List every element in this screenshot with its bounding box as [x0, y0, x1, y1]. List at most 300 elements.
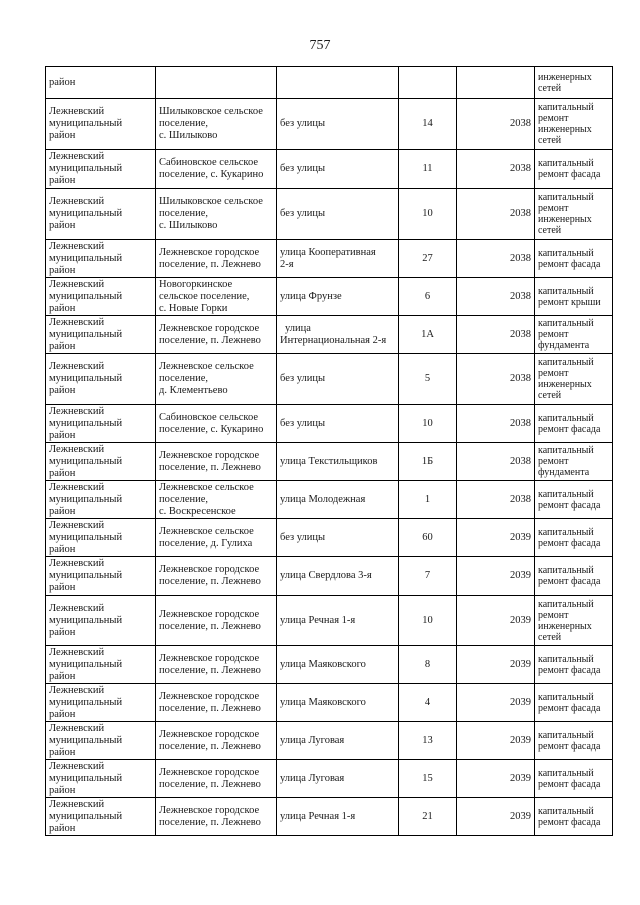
- settlement-line: Новогоркинское: [159, 278, 233, 290]
- work-type-line: фундамента: [538, 467, 590, 478]
- year-cell: 2039: [457, 760, 535, 798]
- settlement-line: с. Новые Горки: [159, 302, 228, 314]
- district-line: Лежневский: [49, 798, 105, 810]
- settlement-line: Лежневское сельское: [159, 525, 254, 537]
- district-line: Лежневский: [49, 443, 105, 455]
- settlement-line: Лежневское городское: [159, 246, 260, 258]
- house-number-cell: 13: [399, 722, 457, 760]
- street-cell: [277, 316, 399, 354]
- page-number: 757: [309, 38, 331, 53]
- district-line: муниципальный: [49, 734, 123, 746]
- year-cell: 2038: [457, 481, 535, 519]
- district-line: Лежневский: [49, 106, 105, 117]
- settlement-line: Лежневское городское: [159, 322, 260, 334]
- work-type-cell: [535, 684, 613, 722]
- work-type-line: капитальный: [538, 357, 594, 368]
- district-line: Лежневский: [49, 722, 105, 734]
- year-cell: 2039: [457, 519, 535, 557]
- settlement-line: Шилыковское сельское: [159, 106, 263, 117]
- work-type-line: ремонт: [538, 368, 569, 379]
- work-type-line: ремонт: [538, 113, 569, 124]
- street-cell: [277, 99, 399, 150]
- work-type-cell: [535, 278, 613, 316]
- work-type-line: ремонт фасада: [538, 816, 601, 828]
- house-number-cell: 8: [399, 646, 457, 684]
- year-cell: 2039: [457, 646, 535, 684]
- table-row: [46, 316, 613, 354]
- district-cell: [46, 67, 156, 99]
- district-line: район: [49, 429, 76, 441]
- work-type-cell: [535, 760, 613, 798]
- street-line: улица Луговая: [280, 772, 345, 784]
- table-row: [46, 278, 613, 316]
- district-line: муниципальный: [49, 328, 123, 340]
- settlement-cell: [156, 443, 277, 481]
- work-type-cell: [535, 150, 613, 189]
- table-row: [46, 354, 613, 405]
- house-number-cell: 60: [399, 519, 457, 557]
- district-line: Лежневский: [49, 278, 105, 290]
- district-line: район: [49, 505, 76, 517]
- settlement-line: поселение, п. Лежнево: [159, 334, 261, 346]
- settlement-line: Лежневское городское: [159, 564, 260, 575]
- table-row: [46, 596, 613, 646]
- work-type-line: инженерных: [538, 124, 592, 135]
- settlement-cell: [156, 278, 277, 316]
- work-type-line: ремонт крыши: [538, 296, 601, 308]
- street-line: без улицы: [280, 208, 326, 219]
- table-row: [46, 99, 613, 150]
- district-line: район: [49, 822, 76, 834]
- district-line: муниципальный: [49, 290, 123, 302]
- street-line: улица Речная 1-я: [280, 810, 356, 822]
- settlement-line: Лежневское городское: [159, 766, 260, 778]
- street-line: улица Текстильщиков: [280, 455, 378, 467]
- settlement-line: Шилыковское сельское: [159, 196, 263, 207]
- settlement-line: с. Шилыково: [159, 130, 218, 141]
- work-type-line: капитальный: [538, 767, 594, 779]
- settlement-line: Лежневское городское: [159, 449, 260, 461]
- street-line: улица Речная 1-я: [280, 614, 356, 626]
- settlement-cell: [156, 316, 277, 354]
- street-line: улица Кооперативная: [280, 246, 376, 258]
- work-type-line: ремонт фасада: [538, 576, 601, 587]
- district-line: район: [49, 264, 76, 276]
- work-type-line: капитальный: [538, 526, 594, 538]
- settlement-cell: [156, 481, 277, 519]
- work-type-line: ремонт фасада: [538, 499, 601, 511]
- work-type-line: сетей: [538, 135, 562, 146]
- street-cell: [277, 798, 399, 836]
- district-line: район: [49, 670, 76, 682]
- table-row: [46, 646, 613, 684]
- district-line: Лежневский: [49, 760, 105, 772]
- street-cell: [277, 189, 399, 240]
- work-type-line: ремонт: [538, 456, 569, 467]
- year-cell: 2038: [457, 150, 535, 189]
- house-number-cell: 7: [399, 557, 457, 596]
- street-cell: [277, 646, 399, 684]
- settlement-line: поселение,: [159, 493, 209, 505]
- district-cell: [46, 596, 156, 646]
- work-type-cell: [535, 519, 613, 557]
- work-type-line: ремонт фасада: [538, 169, 601, 180]
- house-number-cell: 1А: [399, 316, 457, 354]
- district-line: район: [49, 302, 76, 314]
- street-line: без улицы: [280, 531, 326, 543]
- settlement-line: с. Шилыково: [159, 220, 218, 231]
- district-line: район: [49, 76, 76, 88]
- work-type-line: капитальный: [538, 488, 594, 500]
- year-cell: 2039: [457, 596, 535, 646]
- district-line: Лежневский: [49, 405, 105, 417]
- district-line: Лежневский: [49, 240, 105, 252]
- house-number-cell: 10: [399, 405, 457, 443]
- work-type-line: сетей: [538, 631, 562, 643]
- street-cell: [277, 150, 399, 189]
- work-type-line: ремонт фасада: [538, 740, 601, 752]
- district-cell: [46, 443, 156, 481]
- street-line: без улицы: [280, 373, 326, 384]
- work-type-cell: [535, 646, 613, 684]
- settlement-line: поселение, с. Кукарино: [159, 423, 264, 435]
- district-line: муниципальный: [49, 163, 123, 174]
- district-line: район: [49, 746, 76, 758]
- table-row: [46, 722, 613, 760]
- year-cell: [457, 67, 535, 99]
- work-type-cell: [535, 557, 613, 596]
- settlement-line: Сабиновское сельское: [159, 411, 259, 423]
- street-cell: [277, 722, 399, 760]
- district-line: Лежневский: [49, 361, 105, 372]
- house-number-cell: 5: [399, 354, 457, 405]
- street-line: улица Молодежная: [280, 493, 366, 505]
- work-type-line: сетей: [538, 390, 562, 401]
- district-line: муниципальный: [49, 772, 123, 784]
- work-type-line: капитальный: [538, 653, 594, 665]
- district-line: район: [49, 708, 76, 720]
- district-line: район: [49, 220, 76, 231]
- year-cell: 2038: [457, 354, 535, 405]
- year-cell: 2038: [457, 240, 535, 278]
- street-line: улица Свердлова 3-я: [280, 570, 372, 581]
- district-line: район: [49, 130, 76, 141]
- district-cell: [46, 99, 156, 150]
- street-line: улица Фрунзе: [280, 290, 342, 302]
- work-type-line: инженерных: [538, 379, 592, 390]
- district-cell: [46, 240, 156, 278]
- work-type-line: капитальный: [538, 729, 594, 741]
- settlement-cell: [156, 646, 277, 684]
- table-row: [46, 798, 613, 836]
- street-cell: [277, 519, 399, 557]
- work-type-line: инженерных: [538, 214, 592, 225]
- district-cell: [46, 150, 156, 189]
- settlement-cell: [156, 189, 277, 240]
- work-type-cell: [535, 481, 613, 519]
- work-type-cell: [535, 405, 613, 443]
- district-cell: [46, 519, 156, 557]
- work-type-line: капитальный: [538, 247, 594, 259]
- settlement-line: Лежневское городское: [159, 690, 260, 702]
- settlement-line: поселение, д. Гулиха: [159, 537, 253, 549]
- street-line: улица Маяковского: [280, 658, 366, 670]
- district-line: муниципальный: [49, 493, 123, 505]
- settlement-line: сельское поселение,: [159, 290, 250, 302]
- work-type-line: ремонт фасада: [538, 423, 601, 435]
- work-type-line: ремонт фасада: [538, 664, 601, 676]
- district-cell: [46, 481, 156, 519]
- work-type-line: ремонт фасада: [538, 778, 601, 790]
- district-cell: [46, 557, 156, 596]
- settlement-cell: [156, 798, 277, 836]
- house-number-cell: 10: [399, 189, 457, 240]
- house-number-cell: 14: [399, 99, 457, 150]
- settlement-line: поселение, п. Лежнево: [159, 576, 261, 587]
- house-number-cell: 10: [399, 596, 457, 646]
- settlement-line: Лежневское городское: [159, 608, 260, 620]
- table-row: [46, 519, 613, 557]
- district-cell: [46, 684, 156, 722]
- table-row: [46, 67, 613, 99]
- work-type-line: инженерных: [538, 71, 592, 83]
- settlement-cell: [156, 354, 277, 405]
- settlement-cell: [156, 684, 277, 722]
- settlement-line: поселение, п. Лежнево: [159, 620, 261, 632]
- house-number-cell: [399, 67, 457, 99]
- year-cell: 2038: [457, 405, 535, 443]
- district-line: муниципальный: [49, 118, 123, 129]
- work-type-cell: [535, 443, 613, 481]
- settlement-cell: [156, 150, 277, 189]
- settlement-line: поселение, с. Кукарино: [159, 169, 264, 180]
- street-cell: [277, 596, 399, 646]
- year-cell: 2038: [457, 316, 535, 354]
- district-cell: [46, 189, 156, 240]
- work-type-cell: [535, 316, 613, 354]
- district-line: Лежневский: [49, 316, 105, 328]
- house-number-cell: 11: [399, 150, 457, 189]
- settlement-line: поселение, п. Лежнево: [159, 816, 261, 828]
- district-line: Лежневский: [49, 519, 105, 531]
- district-line: муниципальный: [49, 252, 123, 264]
- settlement-cell: [156, 557, 277, 596]
- settlement-cell: [156, 99, 277, 150]
- work-type-cell: [535, 354, 613, 405]
- table-row: [46, 189, 613, 240]
- year-cell: 2039: [457, 557, 535, 596]
- street-line: без улицы: [280, 118, 326, 129]
- district-line: муниципальный: [49, 417, 123, 429]
- district-cell: [46, 760, 156, 798]
- district-line: муниципальный: [49, 208, 123, 219]
- district-line: муниципальный: [49, 531, 123, 543]
- settlement-line: с. Воскресенское: [159, 505, 236, 517]
- district-cell: [46, 316, 156, 354]
- work-type-line: сетей: [538, 82, 562, 94]
- house-number-cell: 6: [399, 278, 457, 316]
- settlement-line: Лежневское городское: [159, 804, 260, 816]
- work-type-line: ремонт фасада: [538, 537, 601, 549]
- table-row: [46, 684, 613, 722]
- settlement-cell: [156, 240, 277, 278]
- work-type-line: фундамента: [538, 340, 590, 351]
- district-line: район: [49, 543, 76, 555]
- table-row: [46, 240, 613, 278]
- table-row: [46, 760, 613, 798]
- settlement-line: поселение,: [159, 373, 209, 384]
- work-type-cell: [535, 240, 613, 278]
- year-cell: 2038: [457, 99, 535, 150]
- district-line: Лежневский: [49, 481, 105, 493]
- district-line: Лежневский: [49, 196, 105, 207]
- table-row: [46, 443, 613, 481]
- district-cell: [46, 722, 156, 760]
- district-line: Лежневский: [49, 602, 105, 614]
- work-type-line: ремонт: [538, 609, 569, 621]
- work-type-line: капитальный: [538, 445, 594, 456]
- street-line: без улицы: [280, 163, 326, 174]
- house-number-cell: 15: [399, 760, 457, 798]
- street-line: 2-я: [280, 258, 294, 270]
- work-type-line: капитальный: [538, 412, 594, 424]
- settlement-line: поселение, п. Лежнево: [159, 664, 261, 676]
- house-number-cell: 1: [399, 481, 457, 519]
- year-cell: 2039: [457, 722, 535, 760]
- house-number-cell: 27: [399, 240, 457, 278]
- district-line: район: [49, 340, 76, 352]
- street-line: улица: [285, 322, 311, 334]
- house-number-cell: 1Б: [399, 443, 457, 481]
- district-line: муниципальный: [49, 696, 123, 708]
- district-cell: [46, 354, 156, 405]
- district-line: район: [49, 582, 76, 593]
- street-cell: [277, 481, 399, 519]
- work-type-line: ремонт: [538, 329, 569, 340]
- work-type-line: капитальный: [538, 318, 594, 329]
- year-cell: 2038: [457, 189, 535, 240]
- district-line: Лежневский: [49, 558, 105, 569]
- street-cell: [277, 557, 399, 596]
- work-type-line: капитальный: [538, 192, 594, 203]
- district-cell: [46, 798, 156, 836]
- street-cell: [277, 354, 399, 405]
- settlement-line: поселение,: [159, 208, 209, 219]
- year-cell: 2039: [457, 798, 535, 836]
- settlement-line: поселение, п. Лежнево: [159, 778, 261, 790]
- settlement-line: поселение, п. Лежнево: [159, 740, 261, 752]
- house-number-cell: 4: [399, 684, 457, 722]
- work-type-line: ремонт: [538, 203, 569, 214]
- street-cell: [277, 240, 399, 278]
- district-cell: [46, 278, 156, 316]
- district-line: муниципальный: [49, 614, 123, 626]
- settlement-cell: [156, 722, 277, 760]
- settlement-line: д. Клементьево: [159, 385, 228, 396]
- settlement-cell: [156, 405, 277, 443]
- work-type-line: капитальный: [538, 102, 594, 113]
- district-line: Лежневский: [49, 646, 105, 658]
- work-type-cell: [535, 189, 613, 240]
- settlement-line: поселение, п. Лежнево: [159, 702, 261, 714]
- settlement-line: поселение, п. Лежнево: [159, 461, 261, 473]
- work-type-cell: [535, 596, 613, 646]
- district-line: муниципальный: [49, 810, 123, 822]
- settlement-line: Лежневское сельское: [159, 481, 254, 493]
- street-line: без улицы: [280, 417, 326, 429]
- settlement-cell: [156, 519, 277, 557]
- street-line: Интернациональная 2-я: [280, 334, 387, 346]
- district-line: район: [49, 385, 76, 396]
- district-line: муниципальный: [49, 373, 123, 384]
- table-body: [46, 67, 613, 836]
- street-cell: [277, 760, 399, 798]
- house-number-cell: 21: [399, 798, 457, 836]
- settlement-line: поселение, п. Лежнево: [159, 258, 261, 270]
- work-type-cell: [535, 722, 613, 760]
- work-type-line: капитальный: [538, 565, 594, 576]
- work-type-line: капитальный: [538, 598, 594, 610]
- table-row: [46, 405, 613, 443]
- settlement-line: Лежневское сельское: [159, 361, 254, 372]
- district-line: район: [49, 626, 76, 638]
- work-type-line: ремонт фасада: [538, 702, 601, 714]
- work-type-line: ремонт фасада: [538, 258, 601, 270]
- district-line: Лежневский: [49, 151, 105, 162]
- work-type-cell: [535, 67, 613, 99]
- district-line: район: [49, 784, 76, 796]
- district-line: муниципальный: [49, 570, 123, 581]
- settlement-cell: [156, 760, 277, 798]
- district-cell: [46, 646, 156, 684]
- street-cell: [277, 684, 399, 722]
- street-cell: [277, 67, 399, 99]
- street-cell: [277, 278, 399, 316]
- table-row: [46, 481, 613, 519]
- work-type-cell: [535, 798, 613, 836]
- district-cell: [46, 405, 156, 443]
- table-row: [46, 150, 613, 189]
- table-row: [46, 557, 613, 596]
- settlement-line: Лежневское городское: [159, 728, 260, 740]
- work-type-line: капитальный: [538, 158, 594, 169]
- district-line: район: [49, 175, 76, 186]
- work-type-cell: [535, 99, 613, 150]
- settlement-cell: [156, 67, 277, 99]
- district-line: район: [49, 467, 76, 479]
- settlement-line: поселение,: [159, 118, 209, 129]
- street-cell: [277, 443, 399, 481]
- street-line: улица Луговая: [280, 734, 345, 746]
- year-cell: 2038: [457, 443, 535, 481]
- district-line: муниципальный: [49, 455, 123, 467]
- settlement-cell: [156, 596, 277, 646]
- year-cell: 2039: [457, 684, 535, 722]
- work-type-line: сетей: [538, 225, 562, 236]
- settlement-line: Сабиновское сельское: [159, 157, 259, 168]
- district-line: муниципальный: [49, 658, 123, 670]
- work-type-line: капитальный: [538, 691, 594, 703]
- street-cell: [277, 405, 399, 443]
- settlement-line: Лежневское городское: [159, 652, 260, 664]
- district-line: Лежневский: [49, 684, 105, 696]
- work-type-line: капитальный: [538, 805, 594, 817]
- work-type-line: капитальный: [538, 285, 594, 297]
- repair-schedule-table: [45, 66, 613, 836]
- work-type-line: инженерных: [538, 620, 592, 632]
- year-cell: 2038: [457, 278, 535, 316]
- street-line: улица Маяковского: [280, 696, 366, 708]
